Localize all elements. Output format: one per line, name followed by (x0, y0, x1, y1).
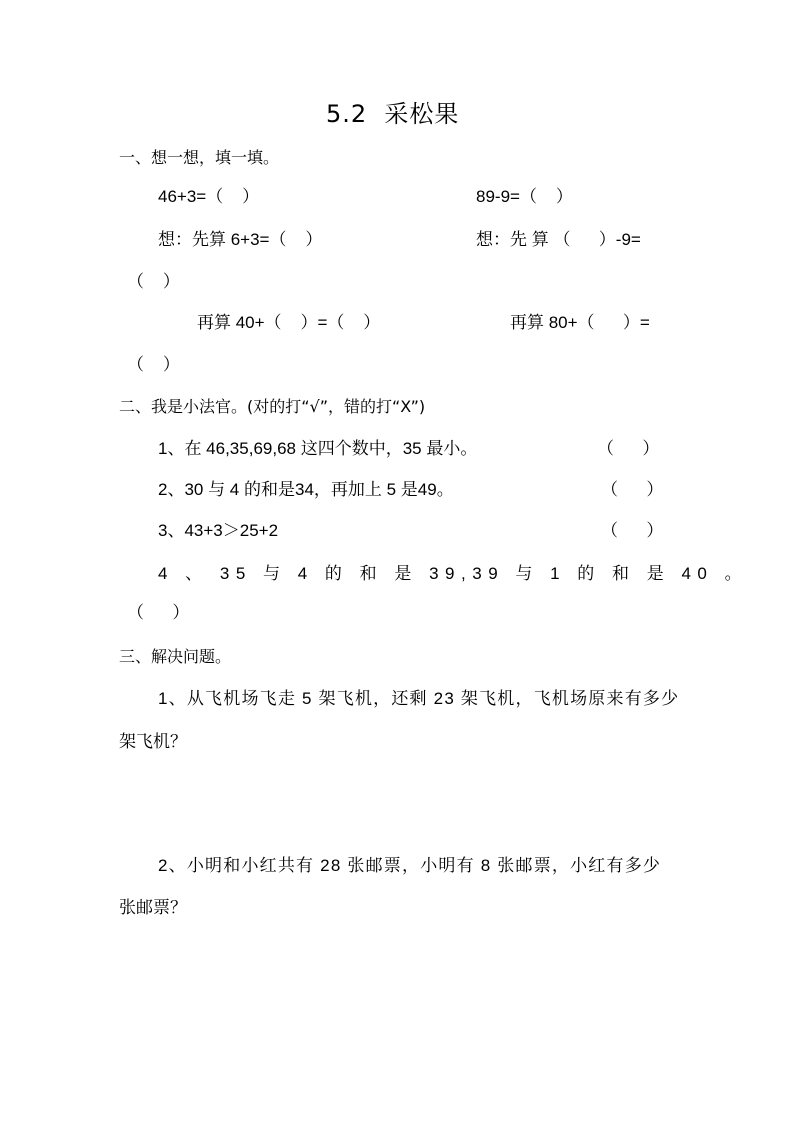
equation-46-plus-3: 46+3=（ ） (158, 187, 260, 206)
hint-first-step-left: 想：先算 6+3=（ ） (158, 230, 323, 249)
problem-2-line-1: 2、小明和小红共有 28 张邮票，小明有 8 张邮票，小红有多少 (158, 856, 662, 875)
problem-2-line-2: 张邮票？ (119, 898, 187, 917)
section1-heading: 一、想一想，填一填。 (119, 148, 280, 167)
problem-1-line-2: 架飞机？ (119, 732, 187, 751)
judge-item-1: 1、在 46,35,69,68 这四个数中，35 最小。 (158, 439, 478, 458)
hint-first-step-right-blank: （ ） (127, 272, 180, 291)
judge-item-4: 4 、 35 与 4 的 和 是 39,39 与 1 的 和 是 40 。 (158, 564, 749, 583)
hint-second-step-right: 再算 80+（ ）= (510, 313, 650, 332)
equation-89-minus-9: 89-9=（ ） (476, 187, 573, 206)
page-title: 5.2 采松果 (326, 100, 460, 128)
judge-item-2: 2、30 与 4 的和是34，再加上 5 是49。 (158, 480, 454, 499)
problem-1-line-1: 1、从飞机场飞走 5 架飞机，还剩 23 架飞机，飞机场原来有多少 (158, 689, 680, 708)
hint-first-step-right: 想：先 算 （ ）-9= (476, 230, 641, 249)
judge-blank-4: （ ） (127, 603, 190, 622)
hint-second-step-left: 再算 40+（ ）=（ ） (197, 313, 381, 332)
hint-second-step-right-blank: （ ） (127, 355, 180, 374)
judge-item-3: 3、43+3＞25+2 (158, 521, 279, 540)
judge-blank-3: （ ） (601, 521, 664, 540)
judge-blank-2: （ ） (601, 480, 664, 499)
section2-heading: 二、我是小法官。(对的打“√”，错的打“X”) (119, 397, 426, 416)
section3-heading: 三、解决问题。 (119, 647, 232, 666)
judge-blank-1: （ ） (597, 439, 660, 458)
